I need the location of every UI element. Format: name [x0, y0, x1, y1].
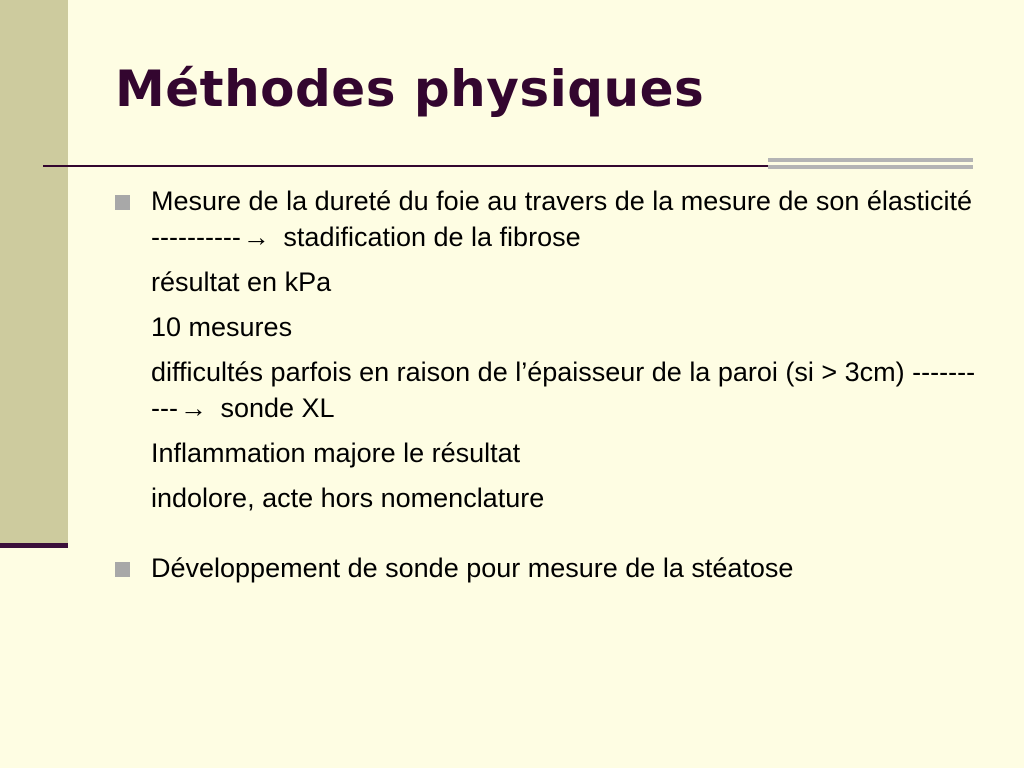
sub-line	[113, 354, 983, 426]
sub-line-text-part: difficultés parfois en raison de l’épaisseur de la paroi (si > 3cm) ----------	[151, 357, 976, 423]
divider-accent-bar	[768, 158, 973, 162]
bullet-text-part: Mesure de la dureté du foie au travers de la mesure de son élasticité ----------	[151, 186, 972, 252]
right-arrow-icon: →	[242, 222, 270, 252]
slide-body	[113, 183, 983, 586]
slide-title: Méthodes physiques	[115, 60, 705, 118]
square-bullet-icon	[115, 195, 130, 210]
divider-accent-bars	[768, 158, 973, 172]
sub-line: Inflammation majore le résultat	[151, 438, 521, 468]
bullet-text	[151, 183, 983, 255]
side-band-accent-line	[0, 543, 68, 548]
bullet-item	[113, 550, 983, 586]
bullet-text: Développement de sonde pour mesure de la stéatose	[151, 553, 794, 583]
sub-line: résultat en kPa	[151, 267, 332, 297]
spacer	[113, 516, 983, 550]
divider-accent-bar	[768, 165, 973, 169]
bullet-item	[113, 183, 983, 255]
sub-line: indolore, acte hors nomenclature	[151, 483, 545, 513]
square-bullet-icon	[115, 562, 130, 577]
bullet-text-part: stadification de la fibrose	[275, 222, 581, 252]
side-band	[0, 0, 68, 545]
sub-line-text-part: sonde XL	[212, 393, 335, 423]
sub-line: 10 mesures	[151, 312, 293, 342]
right-arrow-icon: →	[179, 393, 207, 423]
